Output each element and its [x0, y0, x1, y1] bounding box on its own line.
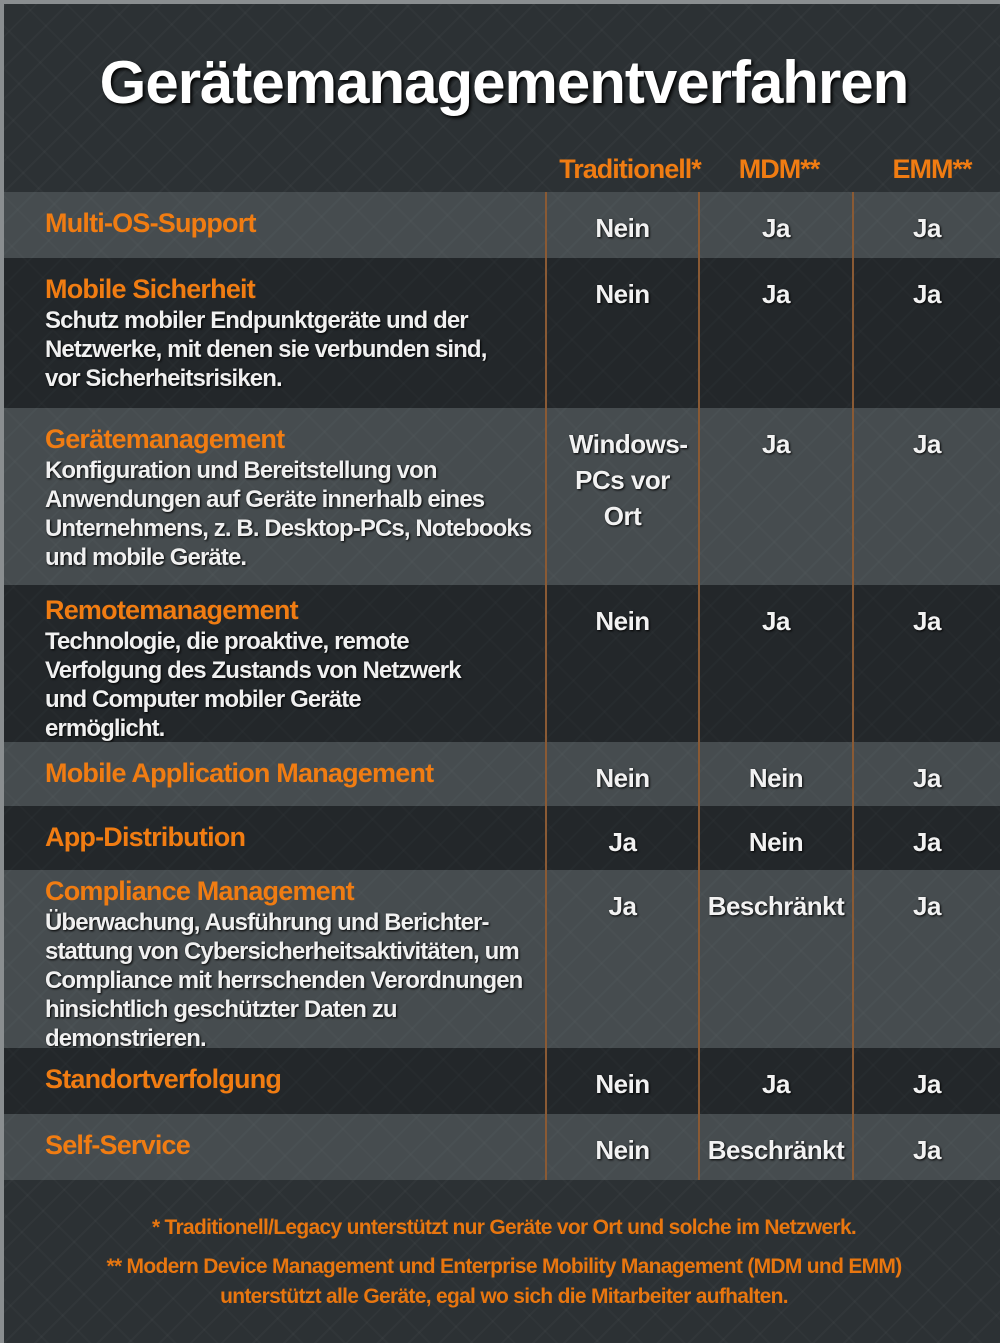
value-emm: Ja	[852, 806, 1000, 870]
feature-cell	[4, 870, 545, 1052]
feature-description: Konfiguration und Bereitstellung von Anwendungen auf Geräte innerhalb eines Unternehmens, z. B. Desktop-PCs, Notebooks und mobile Geräte.	[45, 457, 532, 571]
value-emm: Ja	[852, 192, 1000, 258]
table-row	[4, 742, 1000, 806]
table-row	[4, 1114, 1000, 1180]
value-emm: Ja	[852, 408, 1000, 585]
feature-cell	[4, 192, 545, 258]
column-header-traditionell: Traditionell*	[559, 154, 701, 184]
value-traditionell: Windows- PCs vor Ort	[545, 408, 698, 585]
value-traditionell: Ja	[545, 870, 698, 1048]
column-header-mdm: MDM**	[738, 154, 820, 184]
page-title: Gerätemanagementverfahren	[99, 49, 909, 116]
feature-cell	[4, 408, 545, 585]
feature-name: Standortverfolgung	[45, 1064, 282, 1094]
value-emm: Ja	[852, 870, 1000, 1048]
value-mdm: Beschränkt	[698, 870, 852, 1048]
footnote-mdm-emm: ** Modern Device Management und Enterprise Mobility Management (MDM und EMM) unterstützt alle Geräte, egal wo sich die Mitarbeiter aufhalten.	[106, 1255, 902, 1308]
value-traditionell: Nein	[545, 1114, 698, 1180]
feature-name: Self-Service	[45, 1130, 190, 1160]
column-header-emm: EMM**	[892, 154, 972, 184]
feature-cell	[4, 742, 545, 806]
value-traditionell: Nein	[545, 1048, 698, 1114]
feature-name: Mobile Application Management	[45, 758, 434, 788]
value-traditionell: Nein	[545, 742, 698, 806]
feature-name: App-Distribution	[45, 822, 246, 852]
value-mdm: Ja	[698, 258, 852, 408]
feature-name: Multi-OS-Support	[45, 208, 256, 238]
table-row	[4, 806, 1000, 870]
value-emm: Ja	[852, 1114, 1000, 1180]
value-mdm: Beschränkt	[698, 1114, 852, 1180]
value-emm: Ja	[852, 1048, 1000, 1114]
value-traditionell: Nein	[545, 258, 698, 408]
feature-description: Überwachung, Ausführung und Berichter-stattung von Cybersicherheitsaktivitäten, um Compliance mit herrschenden Verordnungen hinsichtlich geschützter Daten zu demonstrieren.	[45, 909, 523, 1052]
value-emm: Ja	[852, 585, 1000, 742]
value-traditionell: Ja	[545, 806, 698, 870]
table-row	[4, 258, 1000, 408]
value-mdm: Nein	[698, 742, 852, 806]
footnotes	[4, 1216, 1000, 1312]
table-row	[4, 1048, 1000, 1114]
value-mdm: Ja	[698, 1048, 852, 1114]
value-mdm: Ja	[698, 408, 852, 585]
feature-description: Schutz mobiler Endpunktgeräte und der Netzwerke, mit denen sie verbunden sind, vor Sicherheitsrisiken.	[45, 307, 487, 392]
value-traditionell: Nein	[545, 192, 698, 258]
value-emm: Ja	[852, 258, 1000, 408]
feature-cell	[4, 258, 545, 408]
feature-name: Remotemanagement	[45, 595, 298, 625]
feature-cell	[4, 1048, 545, 1114]
comparison-table	[4, 192, 1000, 1180]
feature-cell	[4, 585, 545, 742]
value-mdm: Nein	[698, 806, 852, 870]
feature-name: Gerätemanagement	[45, 424, 285, 454]
feature-cell	[4, 806, 545, 870]
feature-name: Mobile Sicherheit	[45, 274, 255, 304]
table-row	[4, 585, 1000, 742]
value-mdm: Ja	[698, 192, 852, 258]
feature-cell	[4, 1114, 545, 1180]
feature-name: Compliance Management	[45, 876, 354, 906]
feature-description: Technologie, die proaktive, remote Verfolgung des Zustands von Netzwerk und Computer mobiler Geräte ermöglicht.	[45, 628, 461, 742]
value-mdm: Ja	[698, 585, 852, 742]
footnote-traditionell: * Traditionell/Legacy unterstützt nur Geräte vor Ort und solche im Netzwerk.	[151, 1216, 857, 1239]
table-row	[4, 408, 1000, 585]
table-row	[4, 870, 1000, 1052]
value-emm: Ja	[852, 742, 1000, 806]
value-traditionell: Nein	[545, 585, 698, 742]
table-row	[4, 192, 1000, 258]
